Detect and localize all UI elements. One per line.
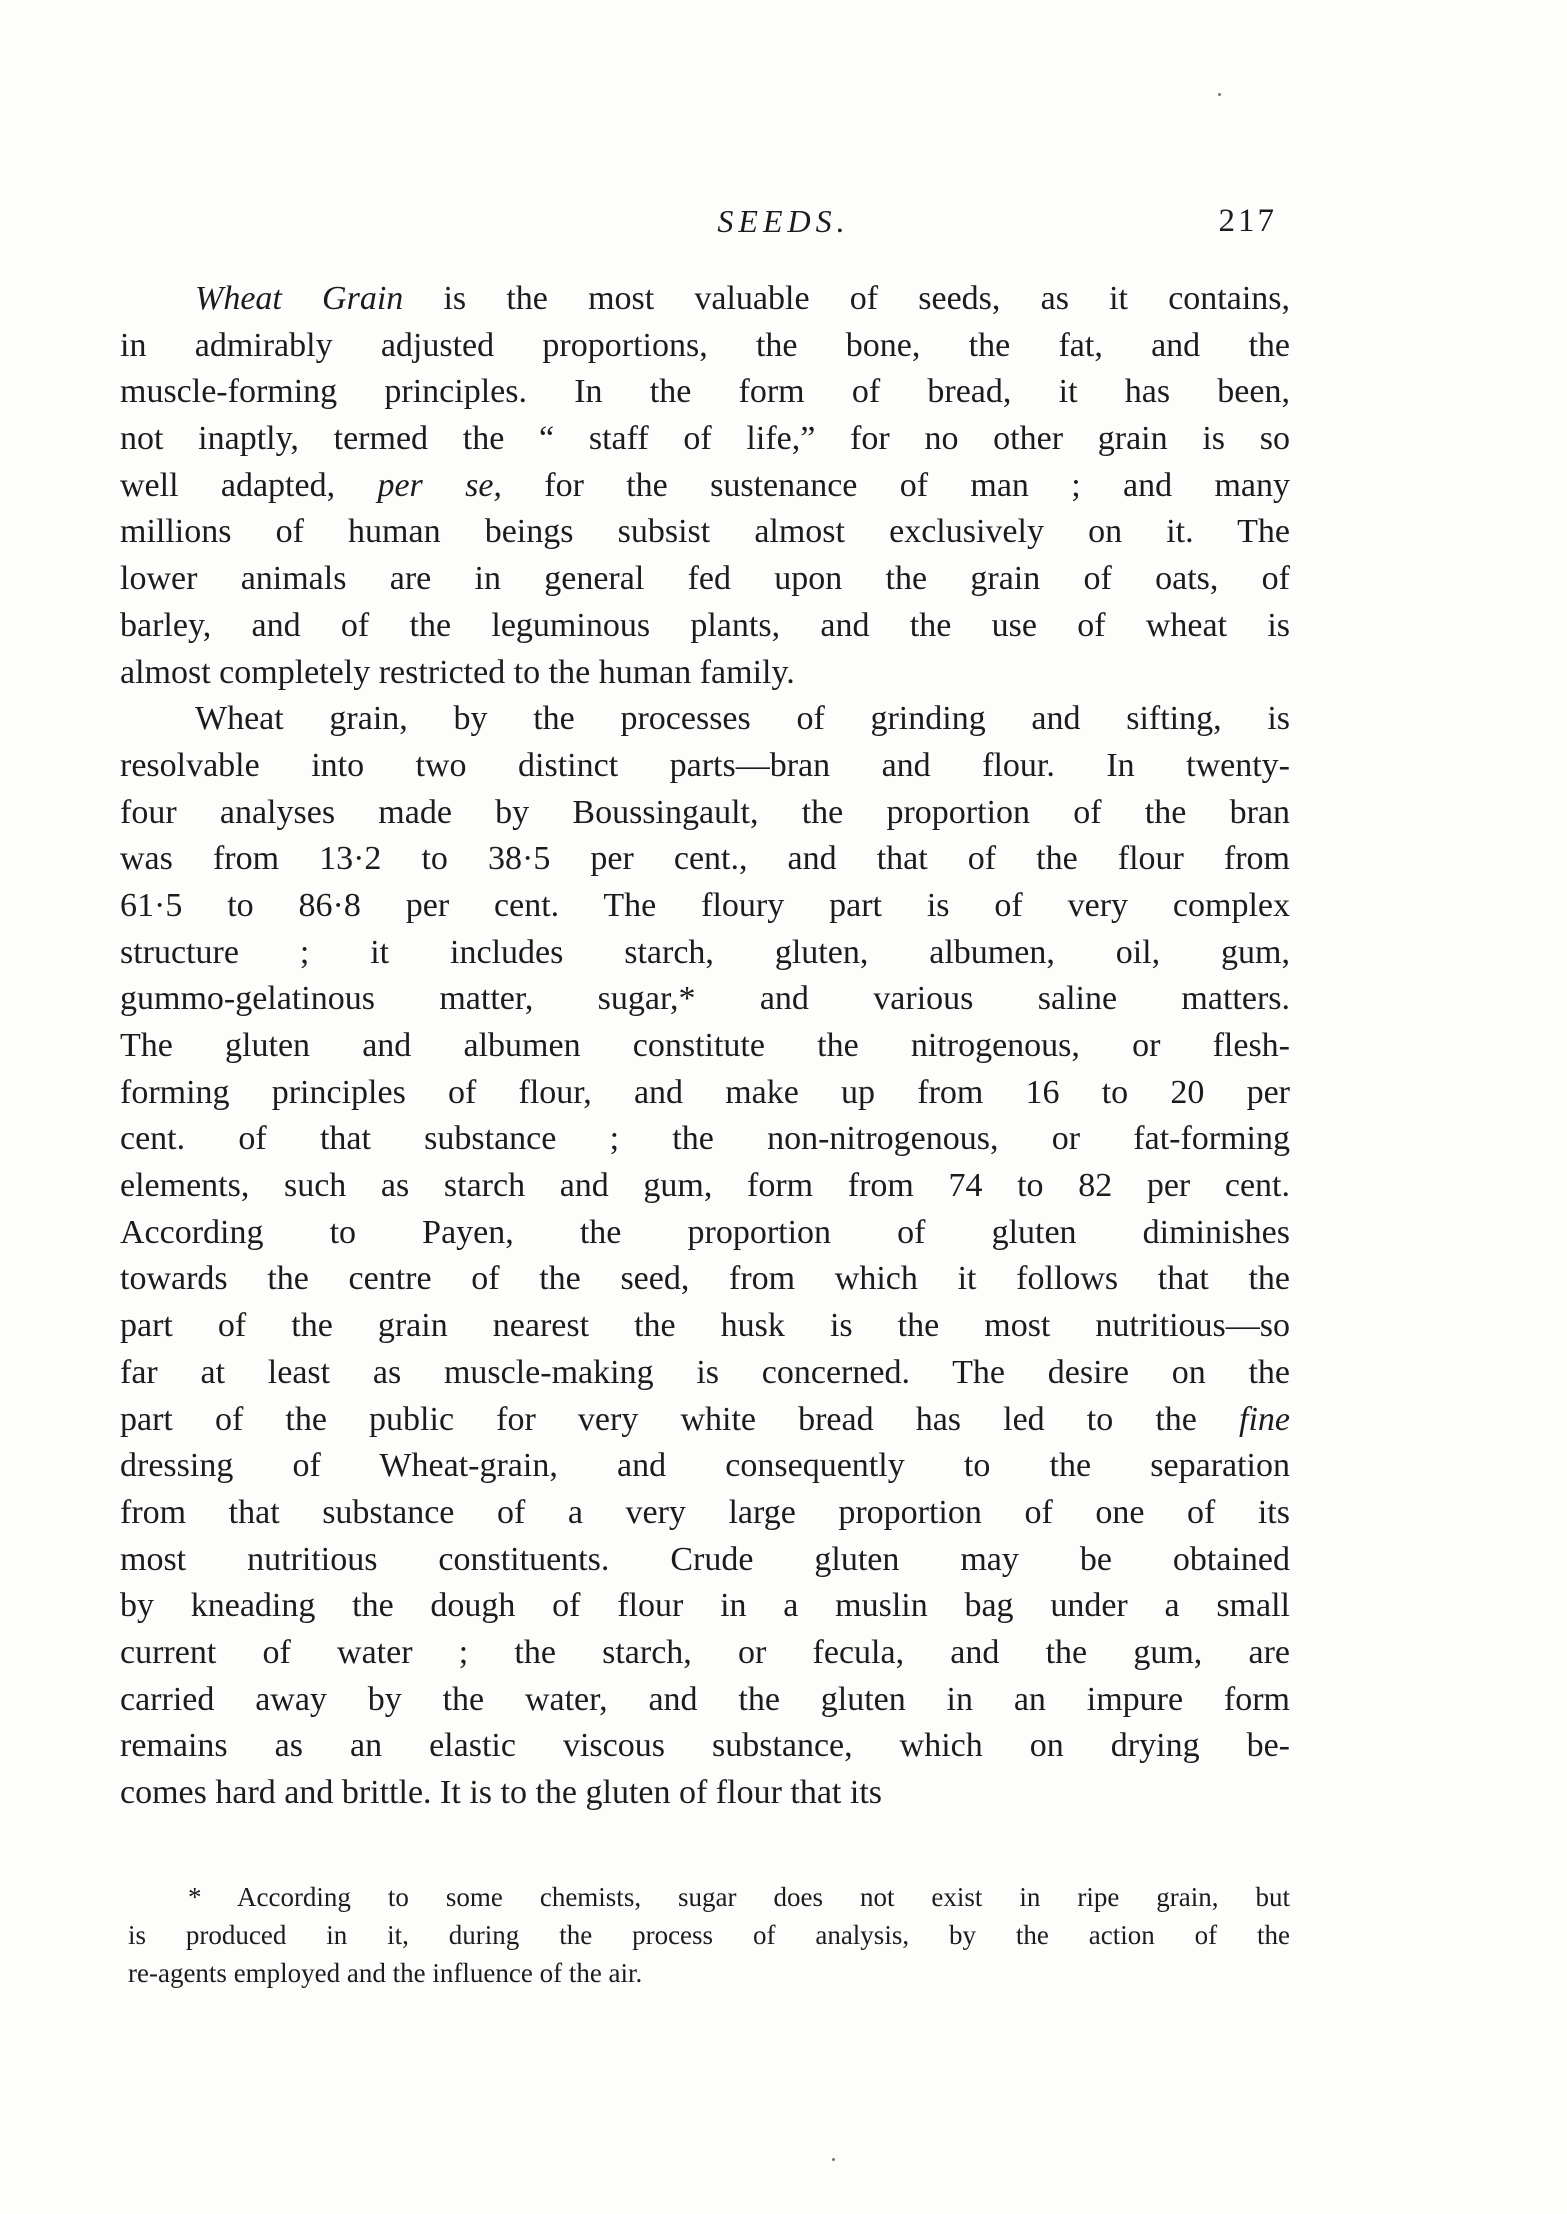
text-run: carried away by the water, and the gluten in an impure form bbox=[120, 1680, 1290, 1718]
text-run: current of water ; the starch, or fecula, and the gum, are bbox=[120, 1633, 1290, 1671]
text-run: by kneading the dough of flour in a muslin bag under a small bbox=[120, 1587, 1290, 1625]
text-run: almost completely restricted to the human family. bbox=[120, 653, 795, 691]
text-line bbox=[120, 1070, 1290, 1117]
text-line bbox=[120, 1490, 1290, 1537]
text-line bbox=[120, 650, 1290, 697]
text-run: not inaptly, termed the “ staff of life,” for no other grain is so bbox=[120, 420, 1290, 458]
text-line bbox=[120, 836, 1290, 883]
text-line bbox=[120, 276, 1290, 323]
text-run: dressing of Wheat-grain, and consequently to the separation bbox=[120, 1447, 1290, 1485]
text-run: cent. of that substance ; the non-nitrogenous, or fat-forming bbox=[120, 1120, 1290, 1158]
page-header bbox=[0, 203, 1567, 253]
text-line bbox=[120, 603, 1290, 650]
text-line bbox=[120, 1350, 1290, 1397]
text-line bbox=[120, 1256, 1290, 1303]
text-line bbox=[120, 1537, 1290, 1584]
text-line bbox=[120, 509, 1290, 556]
text-run: well adapted, bbox=[120, 466, 378, 504]
body-text bbox=[120, 276, 1290, 1817]
text-run: comes hard and brittle. It is to the gluten of flour that its bbox=[120, 1774, 882, 1811]
text-line bbox=[120, 743, 1290, 790]
text-line bbox=[120, 1770, 1290, 1817]
page-number: 217 bbox=[1218, 203, 1277, 239]
text-line bbox=[120, 1303, 1290, 1350]
text-line bbox=[120, 416, 1290, 463]
italic-text: fine bbox=[1239, 1400, 1290, 1438]
text-line bbox=[120, 976, 1290, 1023]
footnote-line: re-agents employed and the influence of the air. bbox=[128, 1958, 643, 1988]
text-line bbox=[120, 323, 1290, 370]
text-line bbox=[120, 1723, 1290, 1770]
footnote bbox=[128, 1878, 1290, 1992]
text-run: in admirably adjusted proportions, the bone, the fat, and the bbox=[120, 326, 1290, 364]
text-line bbox=[120, 556, 1290, 603]
text-line bbox=[120, 930, 1290, 977]
text-run: structure ; it includes starch, gluten, albumen, oil, gum, bbox=[120, 933, 1290, 971]
text-run: According to Payen, the proportion of gluten diminishes bbox=[120, 1213, 1290, 1251]
text-run: from that substance of a very large proportion of one of its bbox=[120, 1493, 1290, 1531]
text-run: elements, such as starch and gum, form from 74 to 82 per cent. bbox=[120, 1167, 1290, 1205]
text-run: most nutritious constituents. Crude gluten may be obtained bbox=[120, 1540, 1290, 1578]
text-run: barley, and of the leguminous plants, and the use of wheat is bbox=[120, 606, 1290, 644]
paragraph bbox=[120, 276, 1290, 696]
text-line bbox=[120, 369, 1290, 416]
text-line bbox=[120, 1163, 1290, 1210]
text-line bbox=[120, 1677, 1290, 1724]
text-line bbox=[120, 1630, 1290, 1677]
text-run: Wheat grain, by the processes of grinding and sifting, is bbox=[195, 700, 1290, 738]
text-run: 61·5 to 86·8 per cent. The floury part is of very complex bbox=[120, 886, 1290, 924]
text-run: part of the public for very white bread has led to the bbox=[120, 1400, 1240, 1438]
text-line bbox=[120, 1583, 1290, 1630]
text-line bbox=[120, 1210, 1290, 1257]
text-run: towards the centre of the seed, from which it follows that the bbox=[120, 1260, 1290, 1298]
text-line bbox=[120, 1116, 1290, 1163]
text-run: gummo-gelatinous matter, sugar,* and various saline matters. bbox=[120, 980, 1290, 1018]
text-run: remains as an elastic viscous substance, which on drying be- bbox=[120, 1727, 1290, 1765]
text-line bbox=[120, 790, 1290, 837]
text-run: muscle-forming principles. In the form of bread, it has been, bbox=[120, 373, 1290, 411]
italic-text: Wheat Grain bbox=[195, 280, 404, 317]
text-line bbox=[120, 1443, 1290, 1490]
text-run: forming principles of flour, and make up from 16 to 20 per bbox=[120, 1073, 1290, 1111]
text-line bbox=[120, 463, 1290, 510]
text-run: was from 13·2 to 38·5 per cent., and that of the flour from bbox=[120, 840, 1290, 878]
text-run: four analyses made by Boussingault, the proportion of the bran bbox=[120, 793, 1290, 831]
text-run: far at least as muscle-making is concerned. The desire on the bbox=[120, 1353, 1290, 1391]
paragraph bbox=[120, 696, 1290, 1817]
paper-speck bbox=[1218, 93, 1221, 96]
text-line bbox=[120, 696, 1290, 743]
text-run: The gluten and albumen constitute the nitrogenous, or flesh- bbox=[120, 1027, 1290, 1064]
text-run: is the most valuable of seeds, as it contains, bbox=[403, 280, 1291, 317]
italic-text: per se, bbox=[377, 466, 502, 504]
text-line bbox=[120, 883, 1290, 930]
text-run: part of the grain nearest the husk is the most nutritious—so bbox=[120, 1307, 1290, 1345]
footnote-line: * According to some chemists, sugar does not exist in ripe grain, but bbox=[188, 1882, 1290, 1912]
paper-speck bbox=[832, 2158, 835, 2161]
text-run: resolvable into two distinct parts—bran and flour. In twenty- bbox=[120, 746, 1290, 784]
running-title: SEEDS. bbox=[717, 203, 850, 239]
text-run: for the sustenance of man ; and many bbox=[501, 466, 1290, 504]
text-line bbox=[120, 1023, 1290, 1070]
text-run: lower animals are in general fed upon the grain of oats, of bbox=[120, 560, 1290, 598]
text-line bbox=[120, 1397, 1290, 1444]
text-run: millions of human beings subsist almost exclusively on it. The bbox=[120, 513, 1290, 551]
footnote-line: is produced in it, during the process of analysis, by the action of the bbox=[128, 1920, 1290, 1950]
